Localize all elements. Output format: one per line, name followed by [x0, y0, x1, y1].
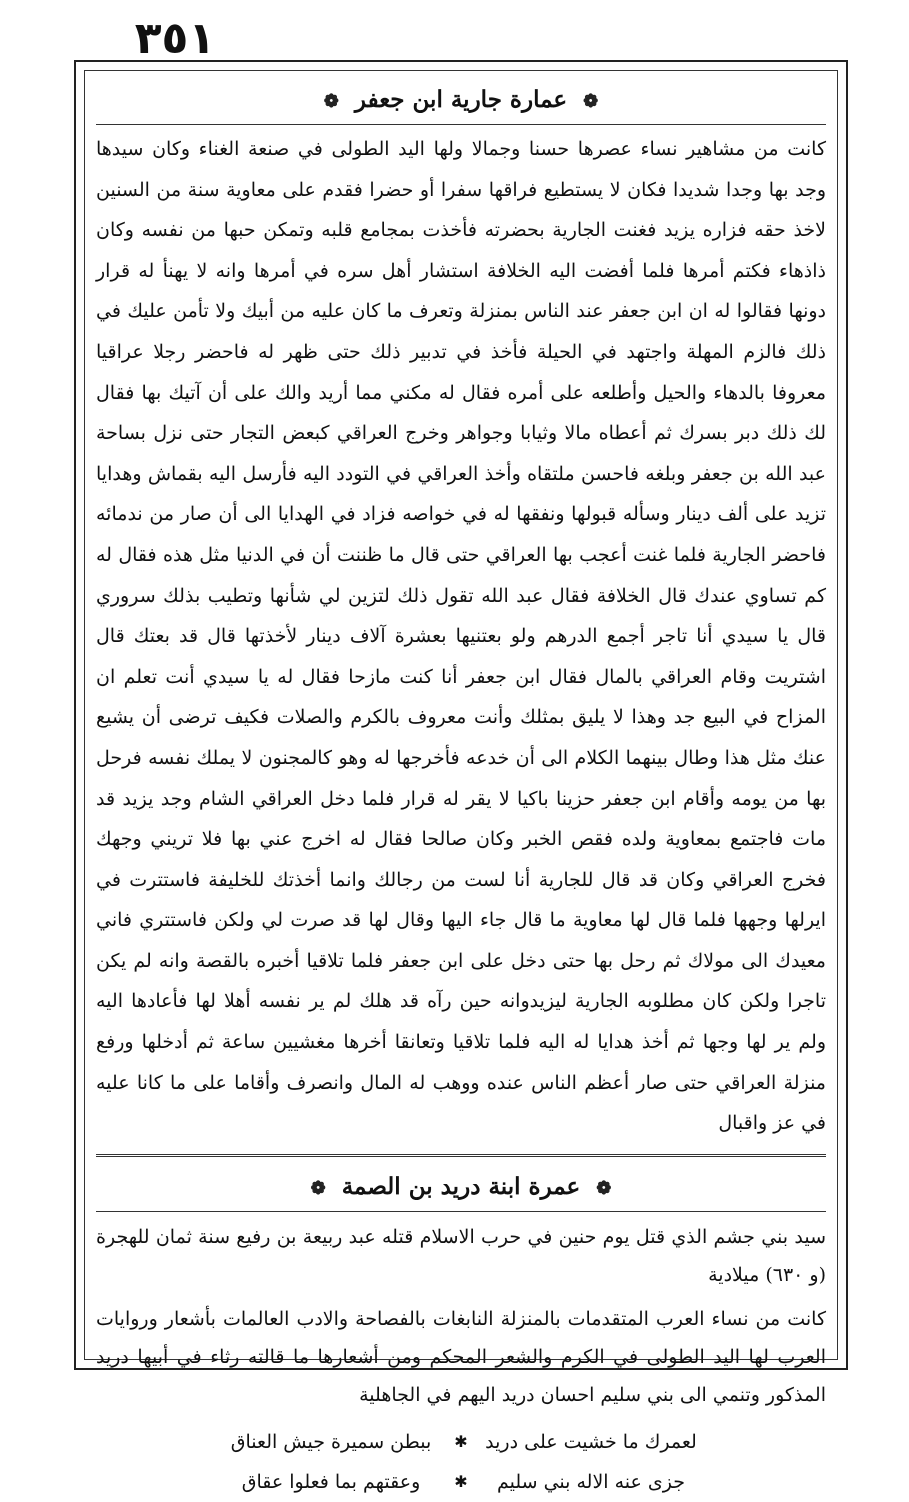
star-separator-icon: ✱: [454, 1472, 468, 1492]
verse-second-hemistich: ببطن سميرة جيش العناق: [230, 1430, 432, 1453]
heading-rule: [96, 1211, 826, 1212]
verse-first-hemistich: جزى عنه الاله بني سليم: [496, 1470, 686, 1493]
ornament-icon: ❁: [583, 91, 599, 112]
page-content: [96, 80, 826, 1493]
section2-bio-note: سيد بني جشم الذي قتل يوم حنين في حرب الاسلام قتله عبد ربيعة بن رفيع سنة ثمان للهجرة (و ٦٣٠) ميلادية: [96, 1225, 826, 1286]
heading-rule: [96, 124, 826, 125]
verse-line: [96, 1422, 826, 1462]
verse-line: [96, 1462, 826, 1502]
page-number: ٣٥١: [134, 13, 216, 64]
star-separator-icon: ✱: [454, 1432, 468, 1452]
section2-heading: [96, 1167, 826, 1207]
section-divider: [96, 1154, 826, 1157]
ornament-icon: ❁: [310, 1177, 326, 1199]
poetry-block: [96, 1422, 826, 1502]
verse-second-hemistich: وعقتهم بما فعلوا عقاق: [241, 1470, 421, 1493]
verse-first-hemistich: لعمرك ما خشيت على دريد: [485, 1430, 697, 1453]
section1-title: عمارة جارية ابن جعفر: [354, 86, 568, 113]
section2-paragraph: كانت من نساء العرب المتقدمات بالمنزلة النابغات بالفصاحة والادب العالمات بأشعار وروايات العرب لها اليد الطولى في الكرم والشعر المحكم ومن أشعارها ما قالته رثاء في أبيها دريد المذكور وتنمي الى بني سليم احسان دريد اليهم في الجاهلية: [96, 1307, 826, 1406]
section1-paragraph: كانت من مشاهير نساء عصرها حسنا وجمالا ولها اليد الطولى في صنعة الغناء وكان سيدها وجد بها وجدا شديدا فكان لا يستطيع فراقها سفرا أو حضرا فقدم على معاوية سنة من السنين لاخذ حقه فزاره يزيد فغنت الجارية بحضرته فأخذت بمجامع قلبه وتمكن حبها من نفسه وكان ذاذهاء فكتم أمرها فلما أفضت اليه الخلافة استشار أهل سره في أمرها وانه لا يهنأ له قرار دونها فقالوا له ان ابن جعفر عند الناس بمنزلة وتعرف ما كان عليه من أبيك ولا تأمن عليك في ذلك فالزم المهلة واجتهد في الحيلة فأخذ في تدبير ذلك حتى ظهر له فاحضر رجلا عراقيا معروفا بالدهاء والحيل وأطلعه على أمره فقال له مكني مما أريد والك على أن آتيك بها فقال لك ذلك دبر بسرك ثم أعطاه مالا وثيابا وجواهر وخرج العراقي كبعض التجار حتى نزل بساحة عبد الله بن جعفر وبلغه فاحسن ملتقاه وأخذ العراقي في التودد اليه فأرسل اليه بقماش وهدايا تزيد على ألف دينار وسأله قبولها ونفقها له في خواصه فزاد في الهدايا الى أن صار من ندمائه فاحضر الجارية فلما غنت أعجب بها العراقي حتى قال ما ظننت أن في الدنيا مثل هذه فقال له كم تساوي عندك قال الخلافة فقال عبد الله تقول ذلك لتزين لي شأنها وتطيب بذلك سروري قال يا سيدي أنا تاجر أجمع الدرهم ولو بعتنيها بعشرة آلاف دينار لأخذتها قال قد بعتك قال اشتريت وقام العراقي بالمال فقال ابن جعفر أنا كنت مازحا فقال له يا سيدي أنت تعلم ان المزاح في البيع جد وهذا لا يليق بمثلك وأنت معروف بالكرم والصلات فكيف ترضى أن يشيع عنك مثل هذا وطال بينهما الكلام الى أن خدعه فأخرجها له وهو كالمجنون لا يملك نفسه فرحل بها من يومه وأقام ابن جعفر حزينا باكيا لا يقر له قرار فلما دخل العراقي الشام وجد يزيد قد مات فاجتمع بمعاوية ولده فقص الخبر وكان صالحا فقال له اخرج عني بها فلا تريني وجهك فخرج العراقي وكان قد قال للجارية أنا لست من رجالك وانما أخذتك للخليفة فاستترت في ايرلها وجهها فلما قال لها معاوية ما قال جاء اليها وقال لها قد صرت لي ولكن فاستتري فاني معيدك الى مولاك ثم رحل بها حتى دخل على ابن جعفر فلما تلاقيا أخبره بالقصة وانه لم يكن تاجرا ولكن كان مطلوبه الجارية ليزيدوانه حين رآه قد هلك لم ير نفسه أهلا لها فأعادها اليه ولم ير لها وجها ثم أخذ هدايا له اليه فلما تلاقيا وتعانقا أخرها مغشيين ساعة ثم أدخلها ورفع منزلة العراقي حتى صار أعظم الناس عنده ووهب له المال وانصرف وأقاما على ما كانا عليه في عز واقبال: [96, 138, 826, 1135]
ornament-icon: ❁: [596, 1177, 612, 1199]
section1-heading: [96, 80, 826, 120]
section2-title: عمرة ابنة دريد بن الصمة: [341, 1172, 581, 1200]
ornament-icon: ❁: [323, 91, 339, 112]
